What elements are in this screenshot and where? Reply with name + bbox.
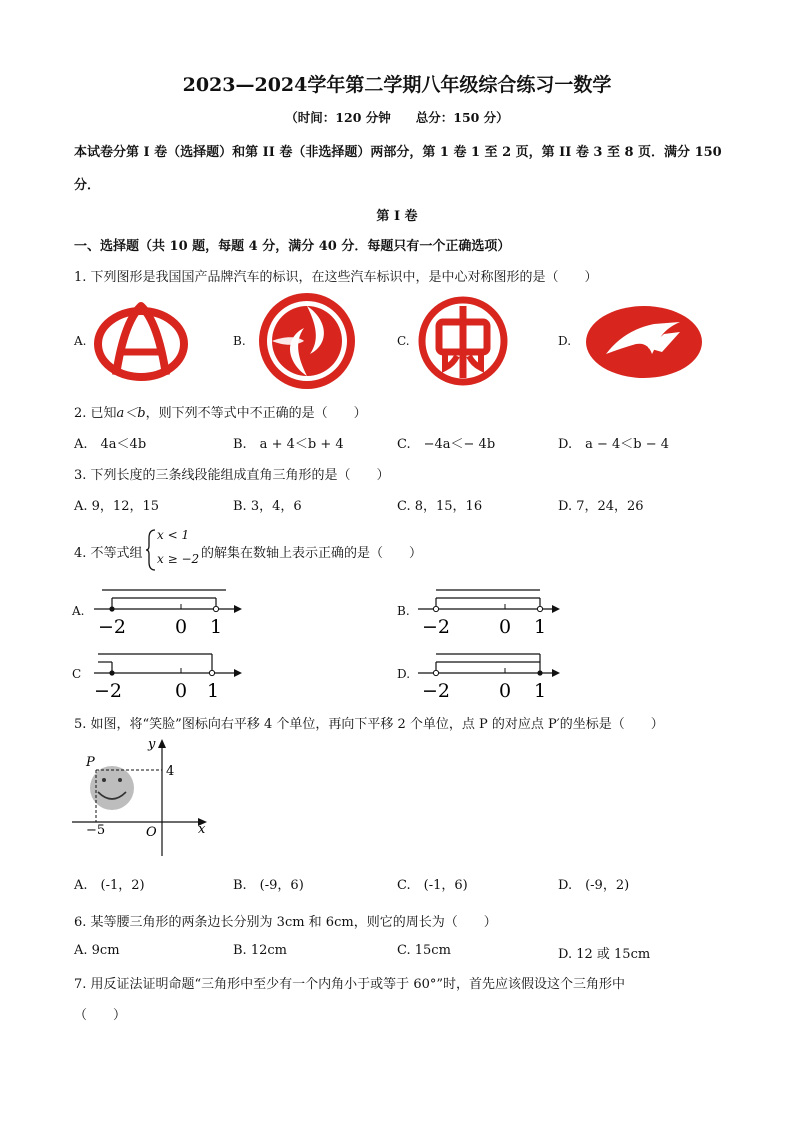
q3-option-c: C. 8，15，16: [397, 499, 483, 514]
x-axis-label: x: [198, 822, 206, 837]
page-title: 2023—2024学年第二学期八年级综合练习一数学: [182, 74, 612, 96]
tick-label-0: 0: [499, 680, 512, 700]
q4-number-line-b: [412, 586, 572, 636]
q3-option-b: B. 3，4，6: [233, 499, 302, 514]
q4-option-a-label: A.: [72, 604, 85, 618]
intro-line-2: 分．: [74, 178, 101, 193]
q4-system-line-2: x ≥ −2: [157, 552, 200, 566]
q4-option-d-label: D.: [397, 667, 411, 681]
q4-stem-suffix: 的解集在数轴上表示正确的是（ ）: [201, 546, 423, 561]
tick-label-0: 0: [499, 616, 512, 636]
question-3-stem: 3. 下列长度的三条线段能组成直角三角形的是（ ）: [74, 468, 390, 483]
tick-label-1: 1: [210, 616, 223, 636]
q2-option-c: C. −4a＜− 4b: [397, 437, 496, 452]
y-value-4-label: 4: [166, 764, 175, 779]
q4-number-line-c: [88, 650, 248, 700]
tick-label-0: 0: [175, 616, 188, 636]
q1-option-d-label: D.: [558, 334, 572, 348]
q3-option-d: D. 7，24，26: [558, 499, 644, 514]
q5-option-d: D. (-9，2): [558, 878, 630, 893]
q5-option-a: A. (-1，2): [74, 878, 145, 893]
q4-option-c-label: C: [72, 667, 82, 681]
origin-label: O: [146, 825, 157, 840]
tick-label-0: 0: [175, 680, 188, 700]
tick-label-neg2: −2: [422, 680, 451, 700]
q2-option-a: A. 4a＜4b: [74, 437, 147, 452]
q5-option-b: B. (-9，6): [233, 878, 304, 893]
point-p-label: P: [86, 755, 95, 770]
q6-option-a: A. 9cm: [74, 943, 120, 958]
q1-option-a-label: A.: [74, 334, 87, 348]
tick-label-1: 1: [534, 616, 547, 636]
tick-label-neg2: −2: [94, 680, 123, 700]
q1-option-c-label: C.: [397, 334, 410, 348]
oval-wing-logo-icon: [584, 304, 704, 380]
question-5-stem: 5. 如图，将“笑脸”图标向右平移 4 个单位，再向下平移 2 个单位，点 P 的对应点 P′的坐标是（ ）: [74, 717, 664, 732]
q4-number-line-a: [88, 586, 248, 636]
volume-heading: 第 I 卷: [376, 209, 418, 224]
exam-time-info: （时间：120 分钟 总分：150 分）: [285, 110, 509, 125]
q6-option-d: D. 12 或 15cm: [558, 947, 651, 962]
q2-stem-suffix: ，则下列不等式中不正确的是（ ）: [145, 406, 367, 421]
q2-option-d: D. a − 4＜b − 4: [558, 437, 670, 452]
q6-option-c: C. 15cm: [397, 943, 451, 958]
q4-number-line-d: [412, 650, 572, 700]
section-heading: 一、选择题（共 10 题，每题 4 分，满分 40 分．每题只有一个正确选项）: [74, 239, 511, 254]
smiley-face-icon: [90, 766, 134, 810]
q4-stem-prefix: 4. 不等式组: [74, 546, 143, 561]
tick-label-1: 1: [207, 680, 220, 700]
q1-option-b-label: B.: [233, 334, 246, 348]
swirl-circle-logo-icon: [258, 292, 356, 390]
q3-option-a: A. 9，12，15: [74, 499, 160, 514]
q2-stem-math: a＜b: [116, 406, 146, 421]
dongfeng-style-logo-icon: [94, 300, 188, 382]
question-2-stem: [74, 402, 367, 421]
y-axis-label: y: [148, 737, 156, 752]
question-7-stem: 7. 用反证法证明命题“三角形中至少有一个内角小于或等于 60°”时，首先应该假设这个三角形中: [74, 977, 626, 992]
x-value-neg5-label: −5: [86, 823, 106, 838]
q5-coordinate-figure: [70, 736, 220, 860]
question-6-stem: 6. 某等腰三角形的两条边长分别为 3cm 和 6cm，则它的周长为（ ）: [74, 915, 497, 930]
tick-label-neg2: −2: [98, 616, 127, 636]
q2-stem-prefix: 2. 已知: [74, 406, 117, 421]
question-7-paren: （ ）: [74, 1008, 127, 1023]
intro-line-1: 本试卷分第 I 卷（选择题）和第 II 卷（非选择题）两部分，第 1 卷 1 至 2 页，第 II 卷 3 至 8 页．满分 150: [74, 145, 722, 160]
q6-option-b: B. 12cm: [233, 943, 287, 958]
q4-option-b-label: B.: [397, 604, 410, 618]
q4-system-line-1: x < 1: [157, 528, 190, 542]
tick-label-neg2: −2: [422, 616, 451, 636]
left-brace-icon: [146, 528, 156, 572]
question-1-stem: 1. 下列图形是我国国产品牌汽车的标识，在这些汽车标识中，是中心对称图形的是（ ）: [74, 270, 598, 285]
zhong-circle-logo-icon: [417, 296, 509, 386]
q2-option-b: B. a + 4＜b + 4: [233, 437, 344, 452]
q5-option-c: C. (-1，6): [397, 878, 468, 893]
tick-label-1: 1: [534, 680, 547, 700]
